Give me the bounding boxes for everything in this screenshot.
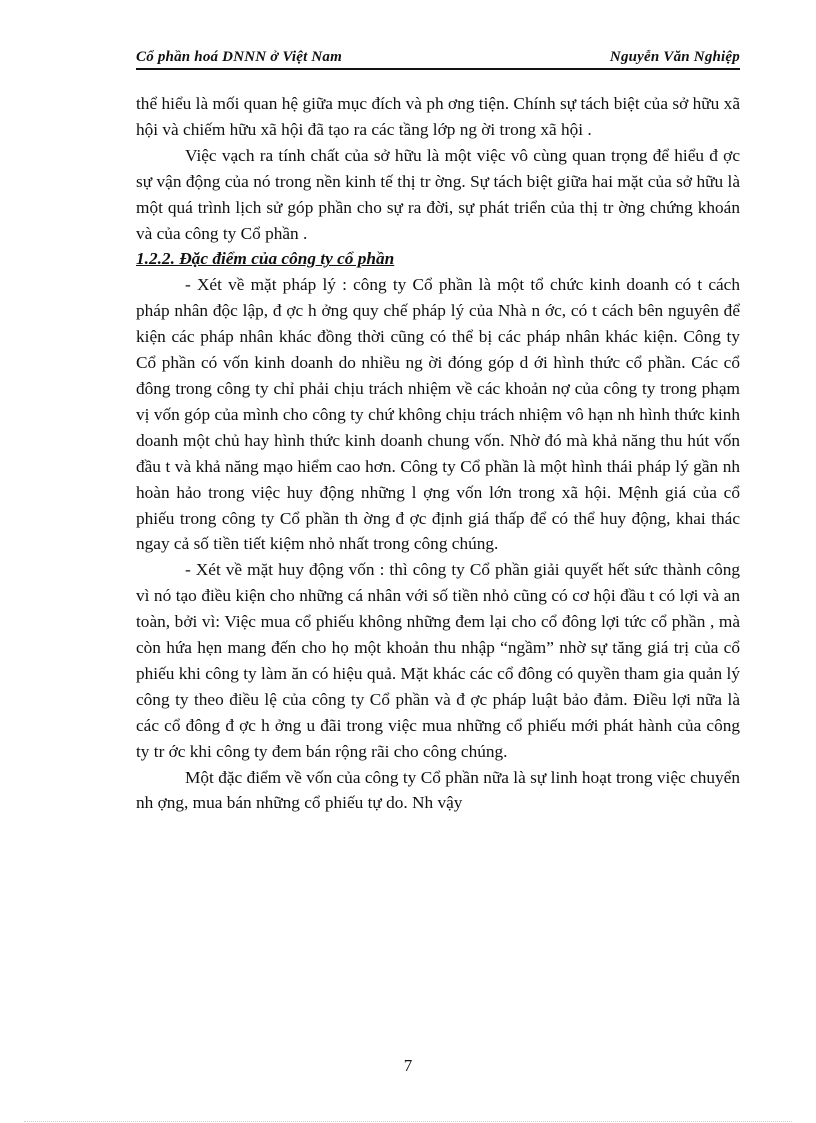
document-body [136,91,740,816]
page-bottom-divider [24,1121,792,1122]
paragraph-5: Một đặc điểm về vốn của công ty Cổ phần nữa là sự linh hoạt trong việc chuyển nh ợng, mua bán những cổ phiếu tự do. Nh vậy [136,767,740,813]
header-author: Nguyễn Văn Nghiệp [609,49,740,65]
paragraph-1: thể hiểu là mối quan hệ giữa mục đích và ph ơng tiện. Chính sự tách biệt của sở hữu xã hội và chiếm hữu xã hội đã tạo ra các tầng lớp ng ời trong xã hội . [136,94,740,139]
page-number: 7 [403,1056,413,1075]
paragraph-3: - Xét về mặt pháp lý : công ty Cổ phần là một tổ chức kinh doanh có t cách pháp nhân độc lập, đ ợc h ởng quy chế pháp lý của Nhà n ớc, có t cách bên nguyên để kiện các pháp nhân khác đồng thời cũng có thể bị các pháp nhân khác kiện. Công ty Cổ phần có vốn kinh doanh do nhiều ng ời đóng góp d ới hình thức cổ phần. Các cổ đông trong công ty chỉ phải chịu trách nhiệm về các khoản nợ của công ty trong phạm vị vốn góp của mình cho công ty chứ không chịu trách nhiệm vô hạn nh hình thức kinh doanh một chủ hay hình thức kinh doanh chung vốn. Nhờ đó mà khả năng thu hút vốn đầu t và khả năng mạo hiểm cao hơn. Công ty Cổ phần là một hình thái pháp lý gần nh hoàn hảo trong việc huy động những l ợng vốn lớn trong xã hội. Mệnh giá của cổ phiếu trong công ty Cổ phần th ờng đ ợc định giá thấp để có thể huy động, khai thác ngay cả số tiền tiết kiệm nhỏ nhất trong công chúng. [136,275,740,554]
section-heading: 1.2.2. Đặc điểm của công ty cổ phần [136,249,395,269]
header-title: Cổ phần hoá DNNN ở Việt Nam [136,49,342,65]
page-header [136,46,740,70]
paragraph-4: - Xét về mặt huy động vốn : thì công ty Cổ phần giải quyết hết sức thành công vì nó tạo điều kiện cho những cá nhân với số tiền nhỏ cũng có cơ hội đầu t có lợi và an toàn, bởi vì: Việc mua cổ phiếu không những đem lại cho cổ đông lợi tức cổ phần , mà còn hứa hẹn mang đến cho họ một khoản thu nhập “ngầm” nhờ sự tăng giá trị của cổ phiếu khi công ty làm ăn có hiệu quả. Mặt khác các cổ đông có quyền tham gia quản lý công ty theo điều lệ của công ty Cổ phần và đ ợc pháp luật bảo đảm. Điều lợi nữa là các cổ đông đ ợc h ởng u đãi trong việc mua những cổ phiếu mới phát hành của công ty tr ớc khi công ty đem bán rộng rãi cho công chúng. [136,560,740,761]
paragraph-2: Việc vạch ra tính chất của sở hữu là một việc vô cùng quan trọng để hiểu đ ợc sự vận động của nó trong nền kinh tế thị tr ờng. Sự tách biệt giữa hai mặt của sở hữu là một quá trình lịch sử góp phần cho sự ra đời, sự phát triển của thị tr ờng chứng khoán và của công ty Cổ phần . [136,145,740,243]
